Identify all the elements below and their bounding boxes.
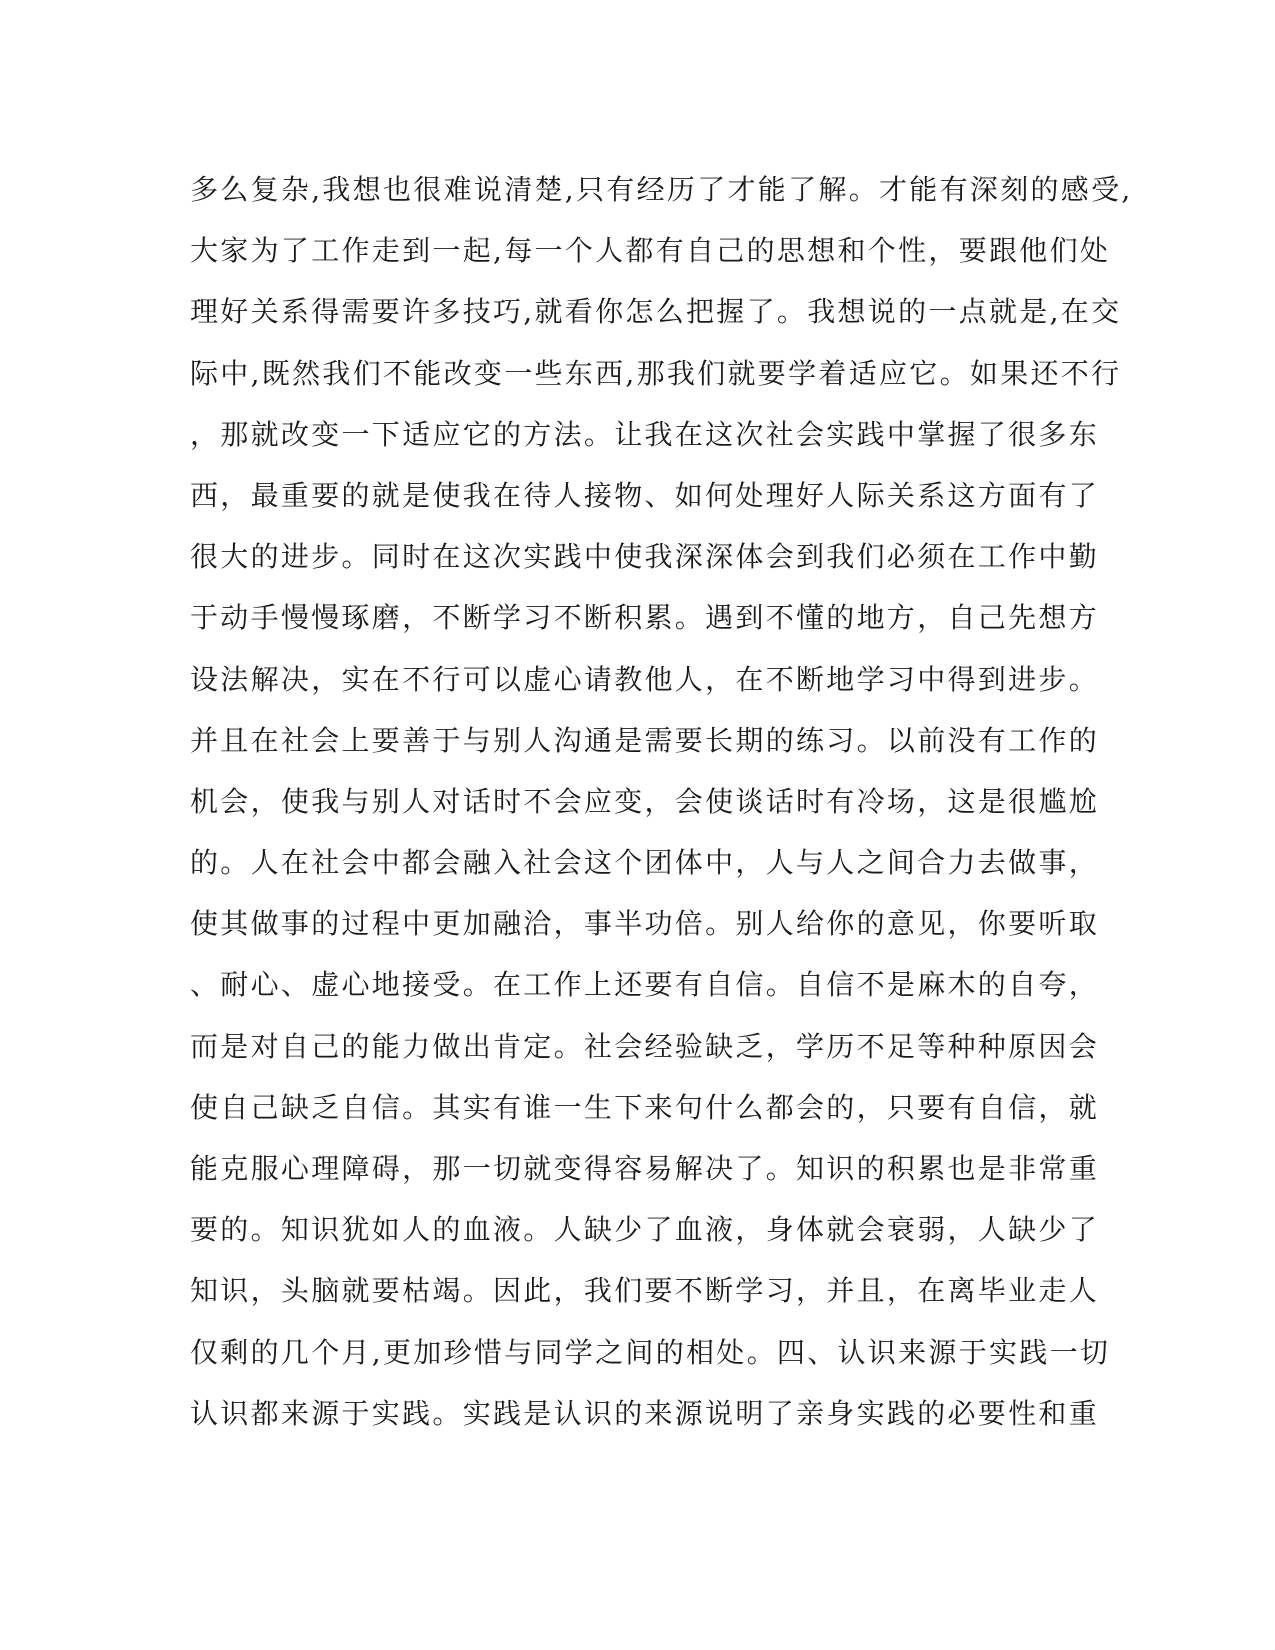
- text-line: 使自己缺乏自信。其实有谁一生下来句什么都会的，只要有自信，就: [190, 1090, 1100, 1124]
- text-line: 能克服心理障碍，那一切就变得容易解决了。知识的积累也是非常重: [190, 1152, 1100, 1185]
- text-line: 际中,既然我们不能改变一些东西,那我们就要学着适应它。如果还不行: [190, 356, 1122, 390]
- text-line: 机会，使我与别人对话时不会应变，会使谈话时有冷场，这是很尴尬: [190, 784, 1100, 818]
- text-line: 的。人在社会中都会融入社会这个团体中，人与人之间合力去做事，: [190, 846, 1100, 880]
- text-line: 大家为了工作走到一起,每一个人都有自己的思想和个性，要跟他们处: [190, 234, 1111, 268]
- text-line: 而是对自己的能力做出肯定。社会经验缺乏，学历不足等种种原因会: [190, 1029, 1100, 1063]
- text-line: 知识，头脑就要枯竭。因此，我们要不断学习，并且，在离毕业走人: [190, 1274, 1100, 1308]
- text-line: 仅剩的几个月,更加珍惜与同学之间的相处。四、认识来源于实践一切: [190, 1335, 1111, 1369]
- text-line: 很大的进步。同时在这次实践中使我深深体会到我们必须在工作中勤: [190, 540, 1100, 574]
- text-line: 理好关系得需要许多技巧,就看你怎么把握了。我想说的一点就是,在交: [190, 295, 1122, 329]
- text-line: 西，最重要的就是使我在待人接物、如何处理好人际关系这方面有了: [190, 478, 1100, 512]
- text-line: 使其做事的过程中更加融洽，事半功倍。别人给你的意见，你要听取: [190, 907, 1100, 941]
- text-line: 多么复杂,我想也很难说清楚,只有经历了才能了解。才能有深刻的感受,: [190, 173, 1133, 206]
- text-line: 于动手慢慢琢磨，不断学习不断积累。遇到不懂的地方，自己先想方: [190, 601, 1100, 635]
- text-line: ，那就改变一下适应它的方法。让我在这次社会实践中掌握了很多东: [190, 417, 1100, 451]
- text-line: 认识都来源于实践。实践是认识的来源说明了亲身实践的必要性和重: [190, 1396, 1100, 1430]
- body-text: [190, 168, 1133, 1453]
- text-line: 要的。知识犹如人的血液。人缺少了血液，身体就会衰弱，人缺少了: [190, 1213, 1100, 1247]
- text-line: 设法解决，实在不行可以虚心请教他人，在不断地学习中得到进步。: [190, 662, 1100, 696]
- text-line: 、耐心、虚心地接受。在工作上还要有自信。自信不是麻木的自夸，: [190, 968, 1100, 1002]
- text-line: 并且在社会上要善于与别人沟通是需要长期的练习。以前没有工作的: [190, 723, 1100, 757]
